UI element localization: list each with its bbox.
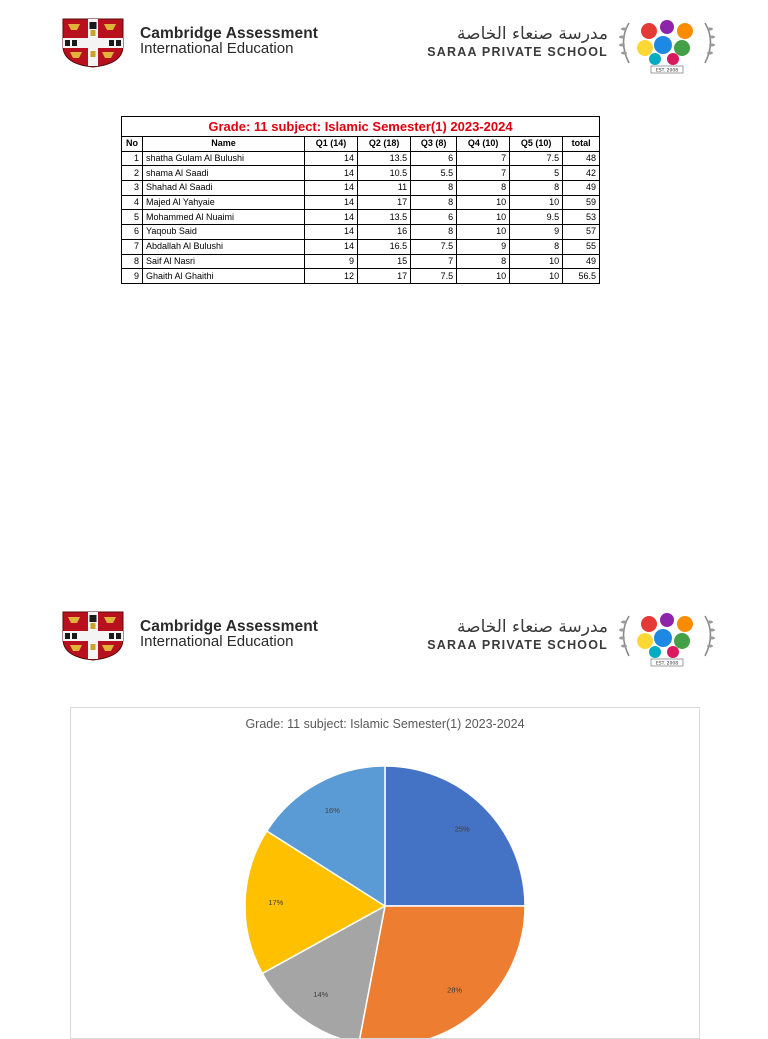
score-cell: 6: [411, 151, 457, 166]
score-cell: 57: [563, 225, 600, 240]
cambridge-shield-logo: [62, 18, 124, 68]
page-header: [0, 610, 768, 670]
table-title: Grade: 11 subject: Islamic Semester(1) 2023-2024: [122, 117, 600, 137]
table-header-row: [122, 137, 600, 152]
score-cell: 12: [305, 269, 358, 284]
score-cell: 49: [563, 254, 600, 269]
pie-slice: [385, 766, 525, 906]
score-cell: 10: [457, 195, 510, 210]
score-cell: 15: [358, 254, 411, 269]
score-cell: 8: [457, 181, 510, 196]
column-header-name: Name: [143, 137, 305, 152]
score-cell: 8: [411, 195, 457, 210]
score-cell: 7: [411, 254, 457, 269]
score-cell: 42: [563, 166, 600, 181]
score-cell: 9: [305, 254, 358, 269]
school-wordmark: [400, 616, 608, 652]
table-title-row: [122, 117, 600, 137]
table-body: [122, 151, 600, 283]
cambridge-line1: Cambridge Assessment: [140, 618, 319, 635]
column-header-q1: Q1 (14): [305, 137, 358, 152]
school-name-english: SARAA PRIVATE SCHOOL: [427, 45, 608, 59]
student-name-cell: Ghaith Al Ghaithi: [143, 269, 305, 284]
score-cell: 10: [510, 254, 563, 269]
cambridge-line2: International Education: [140, 633, 294, 650]
student-name-cell: Yaqoub Said: [143, 225, 305, 240]
column-header-total: total: [563, 137, 600, 152]
score-cell: 14: [305, 151, 358, 166]
table-row: [122, 166, 600, 181]
school-name-arabic: مدرسة صنعاء الخاصة: [457, 24, 608, 44]
school-name-arabic: مدرسة صنعاء الخاصة: [457, 617, 608, 637]
score-cell: 10.5: [358, 166, 411, 181]
score-cell: 7: [457, 166, 510, 181]
school-name-english: SARAA PRIVATE SCHOOL: [427, 638, 608, 652]
row-number-cell: 5: [122, 210, 143, 225]
logo-est-text: EST. 2008: [655, 68, 679, 74]
score-cell: 5.5: [411, 166, 457, 181]
score-cell: 8: [411, 181, 457, 196]
column-header-q2: Q2 (18): [358, 137, 411, 152]
column-header-no: No: [122, 137, 143, 152]
cambridge-line1: Cambridge Assessment: [140, 25, 319, 42]
table-row: [122, 210, 600, 225]
score-cell: 10: [457, 225, 510, 240]
score-cell: 7: [457, 151, 510, 166]
score-cell: 8: [411, 225, 457, 240]
pie-slice-label: 25%: [454, 824, 470, 834]
table-row: [122, 181, 600, 196]
student-name-cell: Abdallah Al Bulushi: [143, 239, 305, 254]
score-cell: 16.5: [358, 239, 411, 254]
score-cell: 14: [305, 195, 358, 210]
cambridge-shield-logo: [62, 611, 124, 661]
score-cell: 10: [457, 269, 510, 284]
student-name-cell: shama Al Saadi: [143, 166, 305, 181]
pie-slice-label: 17%: [268, 898, 284, 908]
score-cell: 11: [358, 181, 411, 196]
score-cell: 48: [563, 151, 600, 166]
column-header-q3: Q3 (8): [411, 137, 457, 152]
student-name-cell: Majed Al Yahyaie: [143, 195, 305, 210]
pie-slice-label: 16%: [324, 805, 340, 815]
score-cell: 7.5: [411, 269, 457, 284]
chart-title: Grade: 11 subject: Islamic Semester(1) 2023-2024: [245, 717, 525, 731]
student-name-cell: Mohammed Al Nuaimi: [143, 210, 305, 225]
score-cell: 17: [358, 269, 411, 284]
score-cell: 8: [510, 181, 563, 196]
pie-slice: [359, 906, 525, 1038]
pie-slice-label: 28%: [447, 985, 463, 995]
grades-table: [121, 116, 600, 284]
score-cell: 13.5: [358, 210, 411, 225]
table-row: [122, 269, 600, 284]
student-name-cell: Shahad Al Saadi: [143, 181, 305, 196]
row-number-cell: 7: [122, 239, 143, 254]
cambridge-wordmark: [140, 26, 318, 56]
score-cell: 55: [563, 239, 600, 254]
logo-est-text: EST. 2008: [655, 661, 679, 667]
score-cell: 8: [457, 254, 510, 269]
score-cell: 14: [305, 166, 358, 181]
row-number-cell: 4: [122, 195, 143, 210]
row-number-cell: 3: [122, 181, 143, 196]
pie-chart-container: [70, 707, 700, 1039]
table-row: [122, 254, 600, 269]
score-cell: 10: [457, 210, 510, 225]
cambridge-line2: International Education: [140, 40, 294, 57]
score-cell: 14: [305, 225, 358, 240]
score-cell: 8: [510, 239, 563, 254]
cambridge-wordmark: [140, 619, 318, 649]
saraa-school-logo: [615, 608, 719, 668]
row-number-cell: 8: [122, 254, 143, 269]
score-cell: 17: [358, 195, 411, 210]
score-cell: 13.5: [358, 151, 411, 166]
table-row: [122, 195, 600, 210]
score-cell: 6: [411, 210, 457, 225]
table-row: [122, 151, 600, 166]
score-cell: 49: [563, 181, 600, 196]
row-number-cell: 9: [122, 269, 143, 284]
row-number-cell: 6: [122, 225, 143, 240]
score-cell: 9: [510, 225, 563, 240]
score-cell: 14: [305, 181, 358, 196]
score-cell: 53: [563, 210, 600, 225]
score-cell: 56.5: [563, 269, 600, 284]
score-cell: 16: [358, 225, 411, 240]
column-header-q5: Q5 (10): [510, 137, 563, 152]
column-header-q4: Q4 (10): [457, 137, 510, 152]
score-cell: 9: [457, 239, 510, 254]
score-cell: 10: [510, 269, 563, 284]
pie-chart: [71, 708, 699, 1038]
score-cell: 14: [305, 210, 358, 225]
table-row: [122, 239, 600, 254]
row-number-cell: 1: [122, 151, 143, 166]
row-number-cell: 2: [122, 166, 143, 181]
score-cell: 10: [510, 195, 563, 210]
student-name-cell: shatha Gulam Al Bulushi: [143, 151, 305, 166]
saraa-school-logo: [615, 15, 719, 75]
page-header: [0, 17, 768, 77]
score-cell: 59: [563, 195, 600, 210]
score-cell: 5: [510, 166, 563, 181]
table-row: [122, 225, 600, 240]
score-cell: 7.5: [411, 239, 457, 254]
pie-slice-label: 14%: [313, 989, 329, 999]
school-wordmark: [400, 23, 608, 59]
score-cell: 14: [305, 239, 358, 254]
score-cell: 9.5: [510, 210, 563, 225]
score-cell: 7.5: [510, 151, 563, 166]
student-name-cell: Saif Al Nasri: [143, 254, 305, 269]
